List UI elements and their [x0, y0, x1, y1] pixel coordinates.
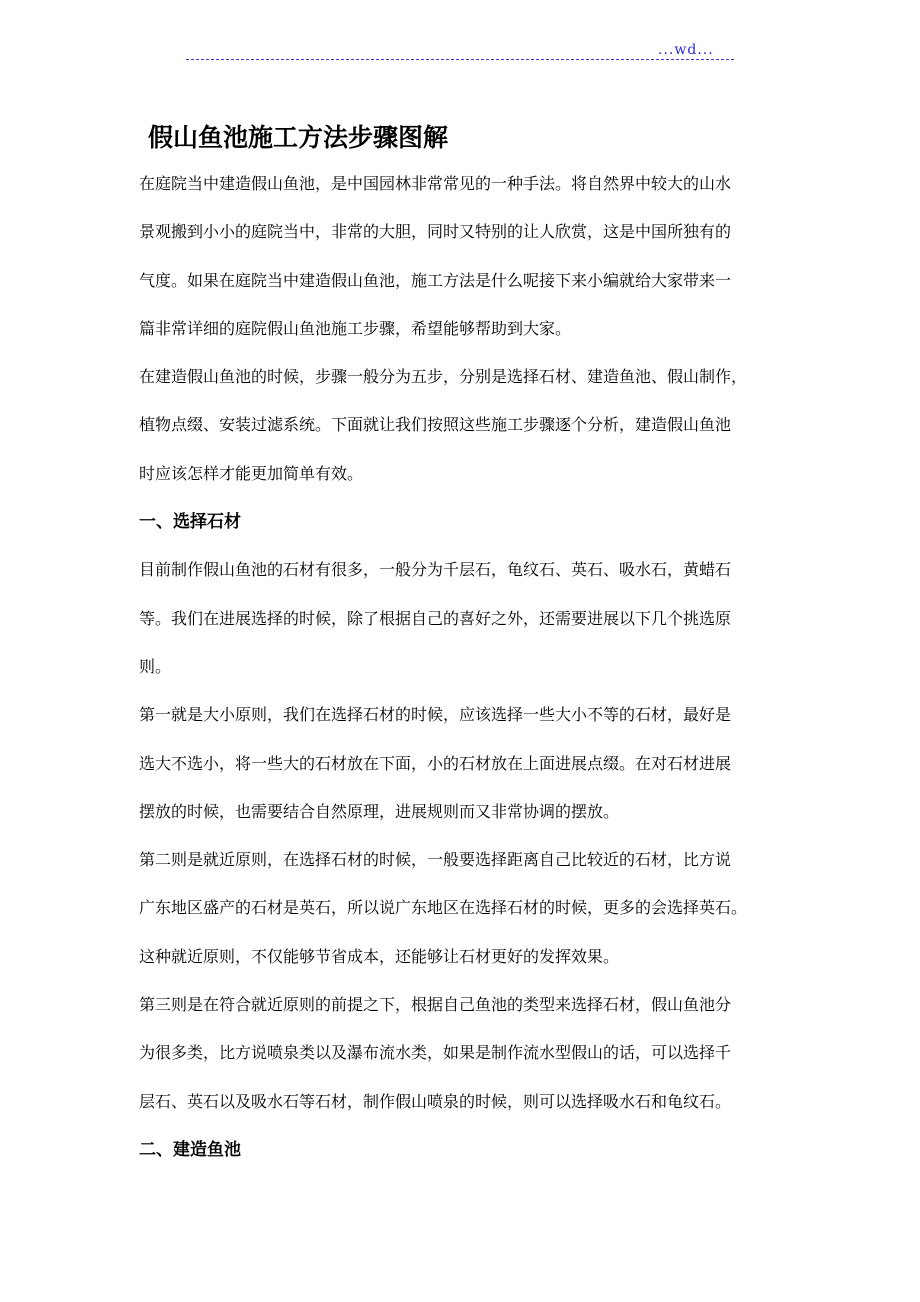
- stone-types-paragraph: [139, 546, 799, 691]
- text-line: 气度。如果在庭院当中建造假山鱼池，施工方法是什么呢接下来小编就给大家带来一: [139, 270, 732, 290]
- section-heading-select-stone: 一、选择石材: [139, 512, 241, 533]
- text-line: 第一就是大小原则，我们在选择石材的时候，应该选择一些大小不等的石材，最好是: [139, 705, 732, 725]
- text-line: 层石、英石以及吸水石等石材，制作假山喷泉的时候，则可以选择吸水石和龟纹石。: [139, 1091, 732, 1111]
- pond-type-principle-paragraph: [139, 981, 799, 1126]
- text-line: 则。: [139, 656, 172, 676]
- text-line: 这种就近原则，不仅能够节省成本，还能够让石材更好的发挥效果。: [139, 946, 620, 966]
- page-title: 假山鱼池施工方法步骤图解: [148, 123, 449, 152]
- text-line: 目前制作假山鱼池的石材有很多，一般分为千层石，龟纹石、英石、吸水石，黄蜡石: [139, 560, 732, 580]
- text-line: 第二则是就近原则，在选择石材的时候，一般要选择距离自己比较近的石材，比方说: [139, 850, 732, 870]
- size-principle-paragraph: [139, 691, 799, 836]
- text-line: 广东地区盛产的石材是英石，所以说广东地区在选择石材的时候，更多的会选择英石。: [139, 898, 748, 918]
- proximity-principle-paragraph: [139, 836, 799, 981]
- article-body: [139, 160, 799, 1174]
- intro-paragraph: [139, 160, 799, 353]
- header-divider: [186, 59, 734, 60]
- text-line: 篇非常详细的庭院假山鱼池施工步骤，希望能够帮助到大家。: [139, 318, 572, 338]
- text-line: 植物点缀、安装过滤系统。下面就让我们按照这些施工步骤逐个分析，建造假山鱼池: [139, 415, 732, 435]
- text-line: 时应该怎样才能更加简单有效。: [139, 463, 364, 483]
- text-line: 等。我们在进展选择的时候，除了根据自己的喜好之外，还需要进展以下几个挑选原: [139, 608, 732, 628]
- steps-overview-paragraph: [139, 353, 799, 498]
- header-mark: ...wd...: [658, 42, 714, 58]
- text-line: 为很多类，比方说喷泉类以及瀑布流水类，如果是制作流水型假山的话，可以选择千: [139, 1043, 732, 1063]
- text-line: 在建造假山鱼池的时候，步骤一般分为五步，分别是选择石材、建造鱼池、假山制作，: [139, 367, 748, 387]
- text-line: 选大不选小，将一些大的石材放在下面，小的石材放在上面进展点缀。在对石材进展: [139, 753, 732, 773]
- text-line: 在庭院当中建造假山鱼池，是中国园林非常常见的一种手法。将自然界中较大的山水: [139, 174, 732, 193]
- section-heading-build-pond: 二、建造鱼池: [139, 1139, 241, 1160]
- text-line: 摆放的时候，也需要结合自然原理，进展规则而又非常协调的摆放。: [139, 801, 620, 821]
- text-line: 第三则是在符合就近原则的前提之下，根据自己鱼池的类型来选择石材，假山鱼池分: [139, 995, 732, 1015]
- text-line: 景观搬到小小的庭院当中，非常的大胆，同时又特别的让人欣赏，这是中国所独有的: [139, 222, 732, 242]
